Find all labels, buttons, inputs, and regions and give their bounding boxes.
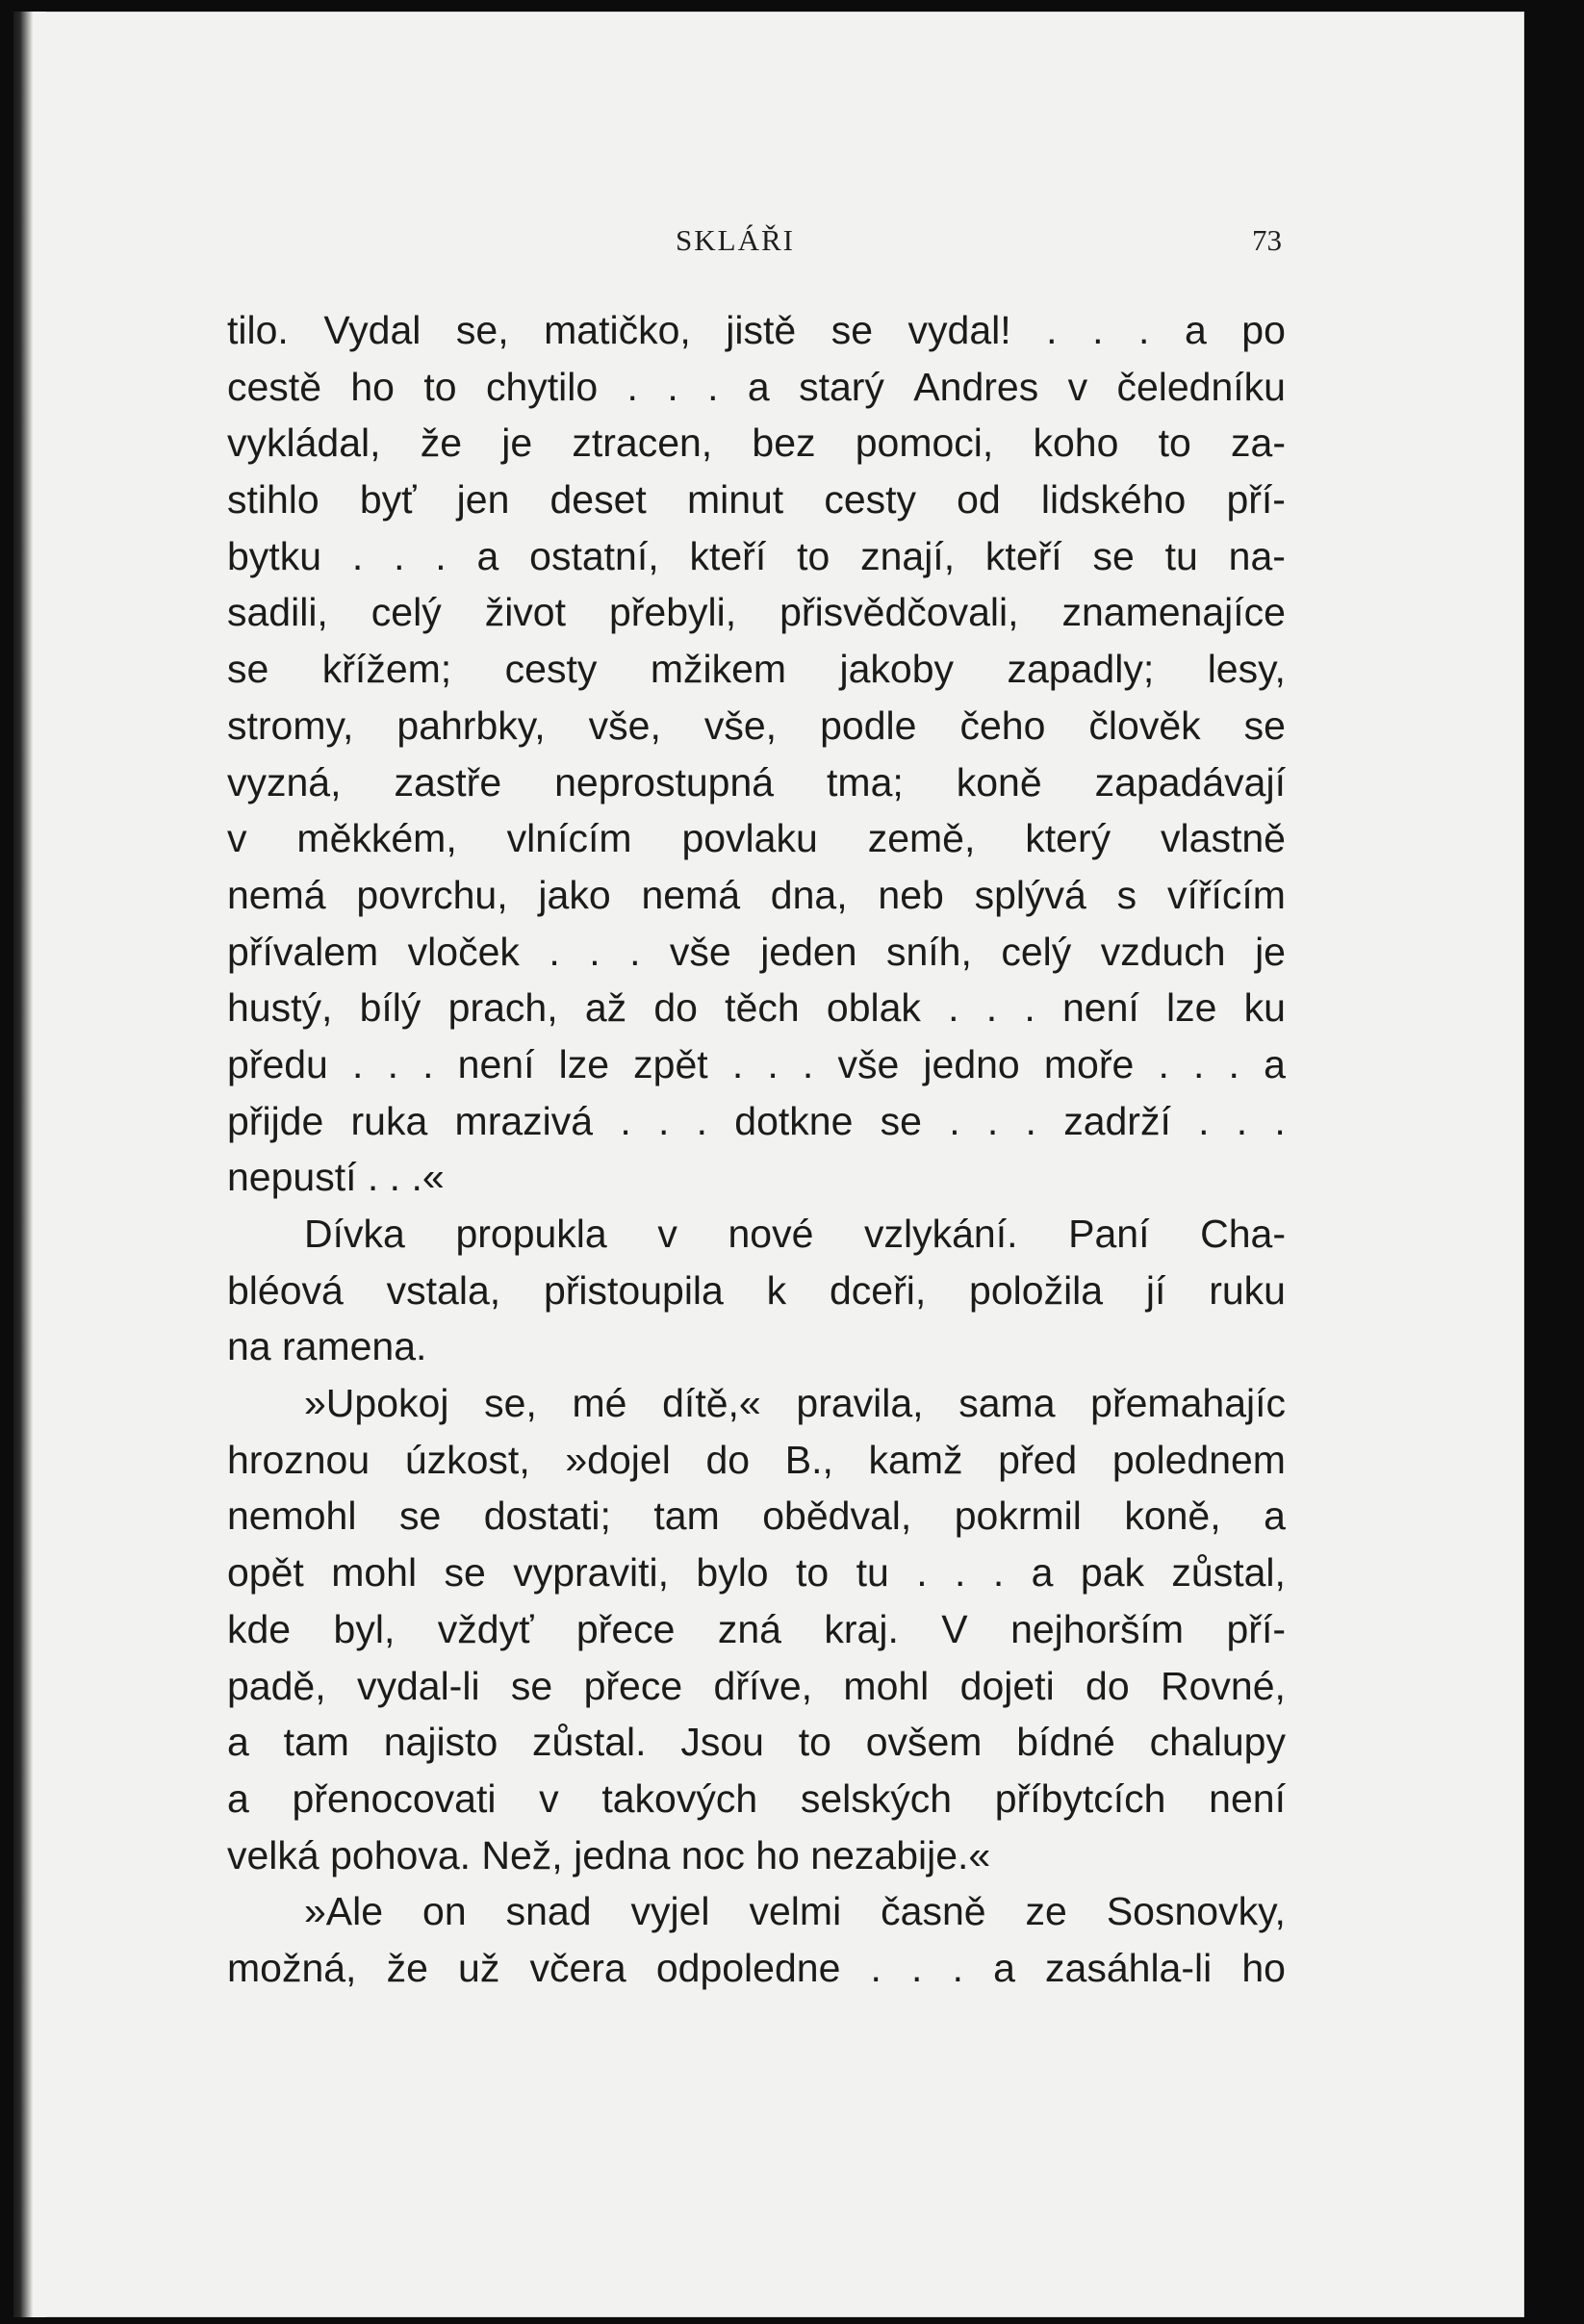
- text-line: stromy, pahrbky, vše, vše, podle čeho člověk se: [227, 702, 1286, 748]
- text-line: nemohl se dostati; tam obědval, pokrmil koně, a: [227, 1494, 1286, 1539]
- text-line: vyzná, zastře neprostupná tma; koně zapadávají: [227, 759, 1286, 804]
- text-line: stihlo byť jen deset minut cesty od lidského pří-: [227, 477, 1286, 523]
- text-line: vykládal, že je ztracen, bez pomoci, koho to za-: [227, 421, 1286, 466]
- text-line: hroznou úzkost, »dojel do B., kamž před polednem: [227, 1437, 1286, 1482]
- page-binding-shadow: [13, 12, 46, 2317]
- text-line: hustý, bílý prach, až do těch oblak . . . není lze ku: [227, 985, 1286, 1031]
- text-line: na ramena.: [227, 1324, 427, 1369]
- text-line: v měkkém, vlnícím povlaku země, který vlastně: [227, 816, 1286, 861]
- text-line: padě, vydal-li se přece dříve, mohl dojeti do Rovné,: [227, 1663, 1286, 1708]
- text-line: a tam najisto zůstal. Jsou to ovšem bídné chalupy: [227, 1720, 1286, 1765]
- text-line: sadili, celý život přebyli, přisvědčovali, znamenajíce: [227, 590, 1286, 635]
- running-head: [223, 223, 1282, 262]
- text-line: přívalem vloček . . . vše jeden sníh, celý vzduch je: [227, 929, 1286, 974]
- text-line: »Ale on snad vyjel velmi časně ze Sosnovky,: [304, 1889, 1286, 1934]
- text-line: velká pohova. Než, jedna noc ho nezabije.«: [227, 1832, 991, 1877]
- body-text: [227, 302, 1286, 1997]
- text-line: »Upokoj se, mé dítě,« pravila, sama přemahajíc: [304, 1381, 1286, 1426]
- text-line: bléová vstala, přistoupila k dceři, položila jí ruku: [227, 1267, 1286, 1313]
- text-line: předu . . . není lze zpět . . . vše jedno moře . . . a: [227, 1041, 1286, 1086]
- text-line: se křížem; cesty mžikem jakoby zapadly; lesy,: [227, 647, 1286, 692]
- text-line: bytku . . . a ostatní, kteří to znají, kteří se tu na-: [227, 533, 1286, 578]
- page-number: 73: [1252, 223, 1282, 257]
- text-line: přijde ruka mrazivá . . . dotkne se . . . zadrží . . .: [227, 1098, 1286, 1143]
- chapter-title: SKLÁŘI: [676, 223, 795, 257]
- text-line: cestě ho to chytilo . . . a starý Andres v čeledníku: [227, 364, 1286, 409]
- text-line: tilo. Vydal se, matičko, jistě se vydal! . . . a po: [227, 308, 1286, 352]
- text-line: možná, že už včera odpoledne . . . a zasáhla-li ho: [227, 1945, 1286, 1990]
- text-line: kde byl, vždyť přece zná kraj. V nejhorším pří-: [227, 1606, 1286, 1651]
- text-line: nemá povrchu, jako nemá dna, neb splývá s vířícím: [227, 872, 1286, 917]
- text-line: nepustí . . .«: [227, 1155, 445, 1200]
- text-line: a přenocovati v takových selských příbytcích není: [227, 1775, 1286, 1821]
- text-line: opět mohl se vypraviti, bylo to tu . . . a pak zůstal,: [227, 1550, 1286, 1596]
- text-line: Dívka propukla v nové vzlykání. Paní Cha-: [304, 1212, 1286, 1256]
